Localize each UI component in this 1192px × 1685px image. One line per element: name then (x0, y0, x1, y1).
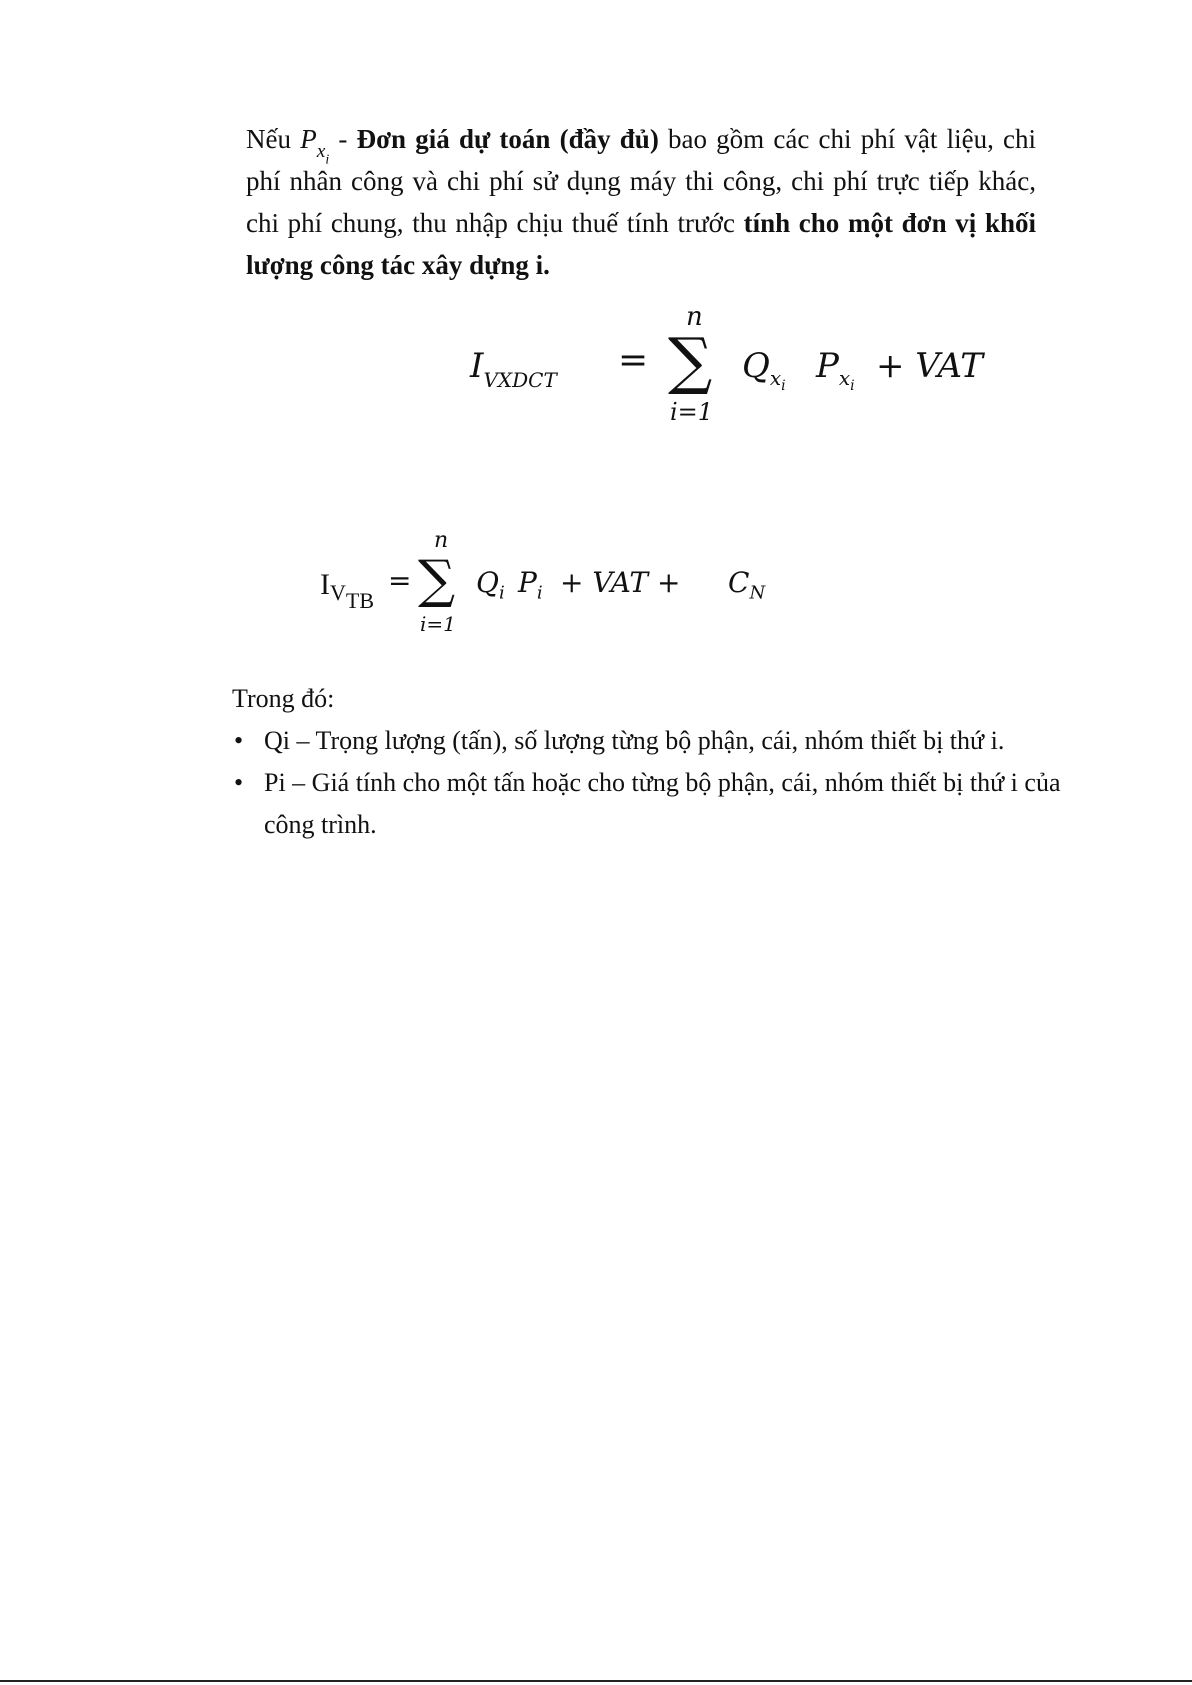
formula1-p-term: $P_{x_i}$ (816, 346, 855, 394)
price-variable: $P_{x_i}$ (300, 124, 330, 168)
definition-q: Qi – Trọng lượng (tấn), số lượng từng bộ phận, cái, nhóm thiết bị thứ i. (264, 726, 1005, 755)
page-bottom-rule (0, 1680, 1192, 1682)
formula2-p-term: $P_i$ (518, 566, 543, 604)
intro-text: bao gồm các chi phí vật liệu, chi phí nhân công và chi phí sử dụng máy thi công, chi phí trực tiếp khác, chi phí chung, thu nhập chịu thuế tính trước (246, 124, 1036, 239)
formula1-vat: + VAT (876, 346, 983, 386)
formula2-c-term: $C_N$ (728, 566, 766, 604)
formula-vtb (320, 528, 766, 653)
formula2-equals: = (388, 564, 412, 597)
bullet-marker: • (234, 768, 244, 797)
formula2-lower-limit: i=1 (420, 612, 456, 636)
list-item (232, 720, 1102, 762)
intro-prefix: Nếu (246, 124, 301, 154)
definition-p: Pi – Giá tính cho một tấn hoặc cho từng bộ phận, cái, nhóm thiết bị thứ i của công trình. (264, 768, 1061, 839)
list-item (232, 762, 1102, 846)
formula1-equals: = (618, 340, 649, 381)
formula2-q-term: $Q_i$ (476, 566, 505, 604)
formula2-upper-limit: n (434, 528, 449, 553)
formula2-vat: + VAT + (560, 566, 681, 599)
definitions-block (232, 678, 1102, 846)
formula2-lhs: $I_{V_{TB}}$ (320, 568, 375, 613)
formula1-lhs: $I_{VXDCT}$ (470, 346, 557, 392)
bold-term: Đơn giá dự toán (đầy đủ) (356, 124, 659, 154)
intro-paragraph: Nếu $P_{x_i}$ - Đơn giá dự toán (đầy đủ) bao gồm các chi phí vật liệu, chi phí nhân công và chi phí sử dụng máy thi công, chi phí trực tiếp khác, chi phí chung, thu nhập chịu thuế tính trước tính cho một đơn vị khối lượng công tác xây dựng i. (246, 124, 1036, 281)
sigma-symbol-2: ∑ (418, 550, 456, 610)
bullet-marker: • (234, 726, 244, 755)
definitions-heading: Trong đó: (232, 684, 335, 713)
formula1-q-term: $Q_{x_i}$ (742, 346, 786, 394)
formula1-lower-limit: i=1 (670, 398, 714, 426)
bold-end: tính cho một đơn vị khối lượng công tác xây dựng i. (246, 208, 1036, 281)
formula-vxdct (470, 302, 983, 438)
formula1-upper-limit: n (686, 302, 703, 332)
sigma-symbol: ∑ (668, 324, 713, 397)
